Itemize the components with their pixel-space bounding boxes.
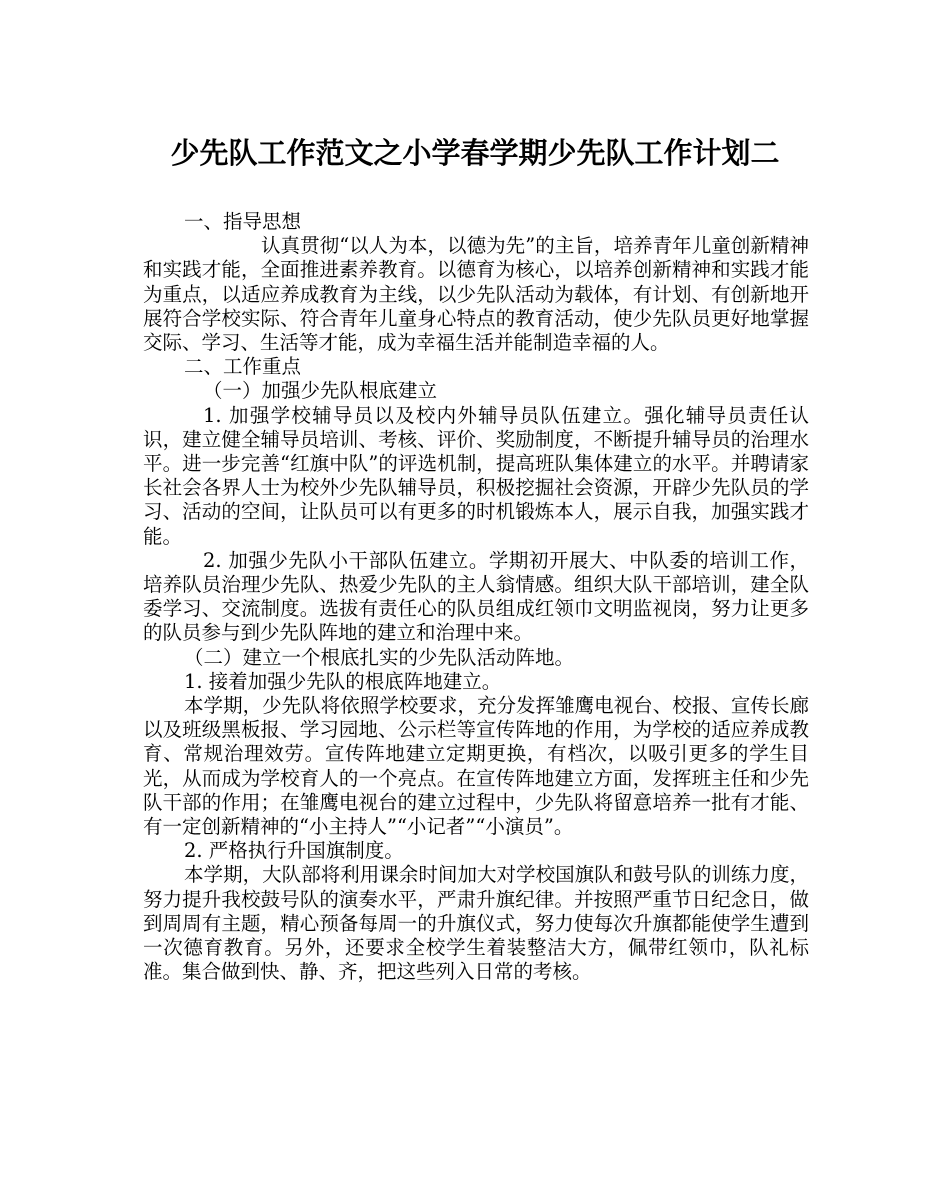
document-title: 少先队工作范文之小学春学期少先队工作计划二 [170, 136, 780, 170]
document-body [143, 210, 809, 985]
paragraph-flag-raising: 本学期，大队部将利用课余时间加大对学校国旗队和鼓号队的训练力度，努力提升我校鼓号队的演奏水平，严肃升旗纪律。并按照严重节日纪念日，做到周周有主题，精心预备每周一的升旗仪式，努力使每次升旗都能使学生遭到一次德育教育。另外，还要求全校学生着装整洁大方，佩带红领巾，队礼标准。集合做到快、静、齐，把这些列入日常的考核。 [143, 863, 809, 984]
paragraph-base-construction: 本学期，少先队将依照学校要求，充分发挥雏鹰电视台、校报、宣传长廊以及班级黑板报、学习园地、公示栏等宣传阵地的作用，为学校的适应养成教育、常规治理效劳。宣传阵地建立定期更换，有档次，以吸引更多的学生目光，从而成为学校育人的一个亮点。在宣传阵地建立方面，发挥班主任和少先队干部的作用；在雏鹰电视台的建立过程中，少先队将留意培养一批有才能、有一定创新精神的“小主持人”“小记者”“小演员”。 [143, 694, 809, 839]
paragraph-cadre-team: 2. 加强少先队小干部队伍建立。学期初开展大、中队委的培训工作，培养队员治理少先队、热爱少先队的主人翁情感。组织大队干部培训，建全队委学习、交流制度。选拔有责任心的队员组成红领巾文明监视岗，努力让更多的队员参与到少先队阵地的建立和治理中来。 [143, 548, 809, 645]
subsection-heading-foundation: （一）加强少先队根底建立 [203, 379, 438, 403]
item-heading-flag-raising: 2. 严格执行升国旗制度。 [184, 839, 404, 863]
section-heading-key-work: 二、工作重点 [184, 355, 302, 379]
item-heading-base-construction: 1. 接着加强少先队的根底阵地建立。 [184, 669, 502, 693]
subsection-heading-activity-base: （二）建立一个根底扎实的少先队活动阵地。 [184, 645, 575, 669]
paragraph-guiding-thought: 认真贯彻“以人为本，以德为先”的主旨，培养青年儿童创新精神和实践才能，全面推进素养教育。以德育为核心，以培养创新精神和实践才能为重点，以适应养成教育为主线，以少先队活动为载体，有计划、有创新地开展符合学校实际、符合青年儿童身心特点的教育活动，使少先队员更好地掌握交际、学习、生活等才能，成为幸福生活并能制造幸福的人。 [143, 234, 809, 355]
section-heading-guiding-thought: 一、指导思想 [184, 210, 302, 233]
paragraph-counselor-team: 1. 加强学校辅导员以及校内外辅导员队伍建立。强化辅导员责任认识，建立健全辅导员培训、考核、评价、奖励制度，不断提升辅导员的治理水平。进一步完善“红旗中队”的评选机制，提高班队集体建立的水平。并聘请家长社会各界人士为校外少先队辅导员，积极挖掘社会资源，开辟少先队员的学习、活动的空间，让队员可以有更多的时机锻炼本人，展示自我，加强实践才能。 [143, 403, 809, 548]
